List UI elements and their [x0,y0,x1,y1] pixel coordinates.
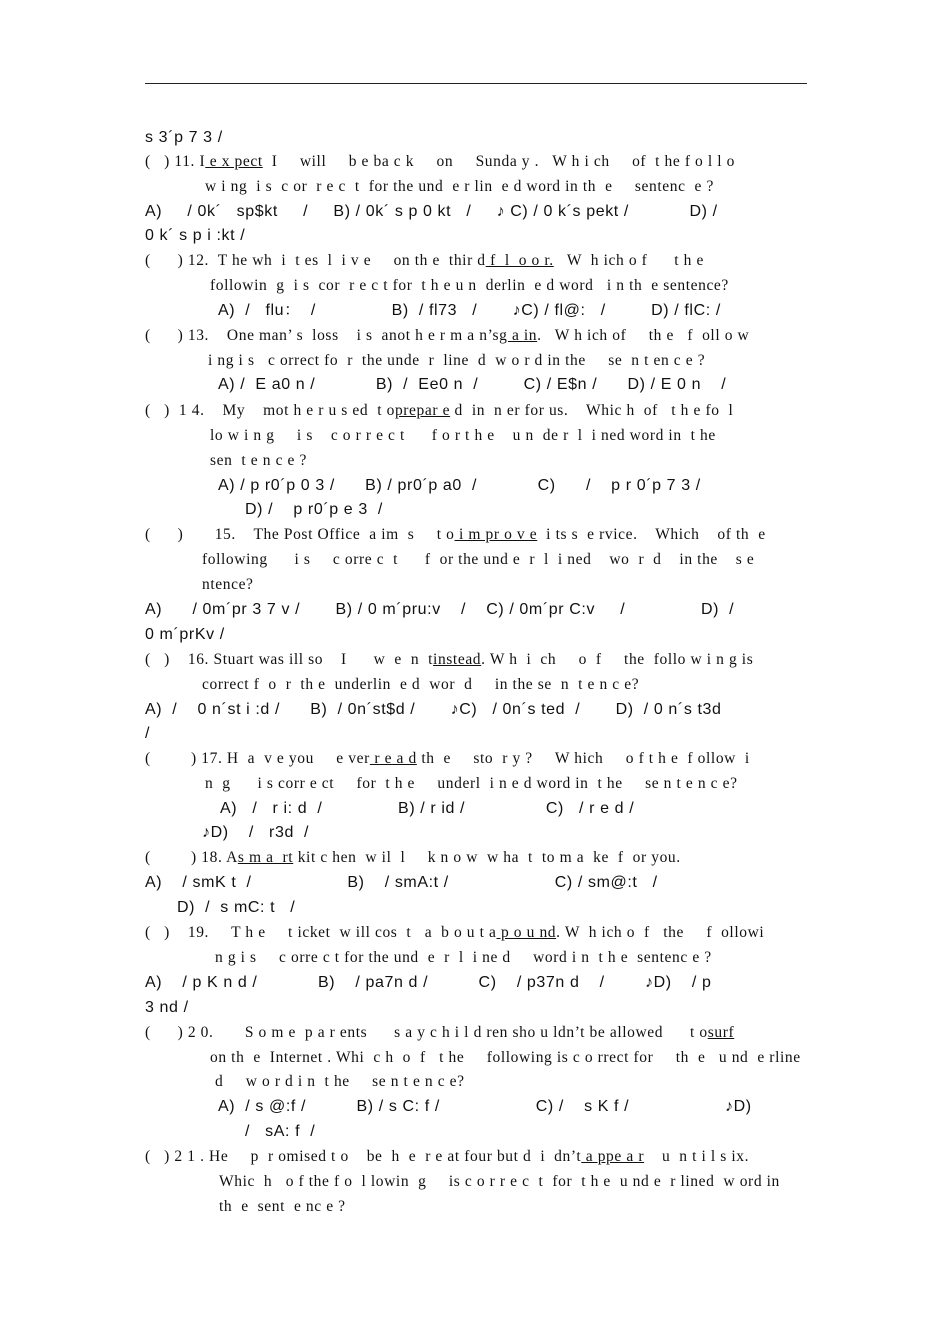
question-12: ( ) 12. T he wh i t es l i v e on th e thir d f l o o r. W h ich o f t h e [145,252,704,269]
underlined-word: s m a rt [237,849,294,866]
header-rule [145,83,807,84]
question-12-line2: followin g i s cor r e c t for t h e u n derlin e d word i n th e sentence? [210,277,729,294]
question-19-line2: n g i s c orre c t for the und e r l i ne d word i n t h e sentenc e ? [215,949,712,966]
question-19-options: A) / p K n d / B) / pa7n d / C) / p37n d / ♪D) / p [145,974,712,991]
question-14-options: A) / p r0´p 0 3 / B) / pr0´p a0 / C) / p r 0´p 7 3 / [218,477,701,494]
question-14-options-cont: D) / p r0´p e 3 / [245,501,383,518]
question-15: ( ) 15. The Post Office a im s t o i m pr o v e i ts s e rvice. Which of th e [145,526,766,543]
question-19-options-cont: 3 nd / [145,999,189,1016]
question-21-line2: Whic h o f the f o l lowin g is c o r r e c t for t h e u nd e r lined w ord in [219,1173,780,1190]
question-11: ( ) 11. I e x pect I will b e ba c k on Sunda y . W h i ch of t he f o l l o [145,153,735,170]
question-15-line2: following i s c orre c t f or the und e r l i ned wo r d in the s e [202,551,755,568]
question-20-options-cont: / sA: f / [245,1123,316,1140]
question-13-line2: i ng i s c orrect fo r the unde r line d w o r d in the se n t en c e ? [208,352,706,369]
question-20: ( ) 2 0. S o m e p a r ents s a y c h i l d ren sho u ldn’t be allowed t osurf [145,1024,735,1041]
underlined-word: i m pr o v e [454,526,538,543]
underlined-word: a ppe a r [581,1148,645,1165]
underlined-word: e x pect [205,153,263,170]
question-17: ( ) 17. H a v e you e ver r e a d th e sto r y ? W hich o f t h e f ollow i [145,750,750,767]
underlined-word: r e a d [369,750,417,767]
question-13: ( ) 13. One man’ s loss i s anot h e r m a n’sg a in. W h ich of th e f oll o w [145,327,750,344]
question-11-line2: w i ng i s c or r e c t for the und e r lin e d word in th e sentenc e ? [205,178,714,195]
question-14-line2: lo w i n g i s c o r r e c t f o r t h e u n de r l i ned word in t he [210,427,716,444]
question-20-line3: d w o r d i n t he se n t e n c e? [215,1073,465,1090]
question-14: ( ) 1 4. My mot h e r u s ed t oprepar e d in n er for us. Whic h of t h e fo l [145,402,734,419]
question-19: ( ) 19. T h e t icket w ill cos t a b o u t a p o u nd. W h ich o f the f ollowi [145,924,765,941]
underlined-word: f l o o r. [485,252,554,269]
question-17-line2: n g i s corr e ct for t h e underl i n e d word in t he se n t e n c e? [205,775,738,792]
question-11-options-cont: 0 k´ s p i :kt / [145,227,246,244]
question-21: ( ) 2 1 . He p r omised t o be h e r e at four but d i dn’t a ppe a r u n t i l s ix. [145,1148,750,1165]
question-13-options: A) / E a0 n / B) / Ee0 n / C) / E$n / D) / E 0 n / [218,376,727,393]
question-17-options: A) / r i: d / B) / r id / C) / r e d / [220,800,635,817]
question-15-options-cont: 0 m´prKv / [145,626,225,643]
question-18: ( ) 18. As m a rt kit c hen w il l k n o w w ha t to m a ke f or you. [145,849,681,866]
underlined-word: surf [707,1024,735,1041]
question-14-line3: sen t e n c e ? [210,452,307,469]
header-tail: s 3´p 7 3 / [145,129,223,146]
question-20-line2: on th e Internet . Whi c h o f t he following is c o rrect for th e u nd e rline [210,1049,801,1066]
question-12-options: A) / flu： / B) / fl73 / ♪C) / fl@: / D) / flC: / [218,302,721,319]
question-21-line3: th e sent e nc e ? [219,1198,346,1215]
question-16-options-cont: / [145,725,151,742]
question-15-options: A) / 0m´pr 3 7 v / B) / 0 m´pru:v / C) / 0m´pr C:v / D) / [145,601,735,618]
question-16-line2: correct f o r th e underlin e d wor d in the se n t e n c e? [202,676,640,693]
question-18-options: A) / smK t / B) / smA:t / C) / sm@:t / [145,874,658,891]
question-16: ( ) 16. Stuart was ill so I w e n tinstead. W h i ch o f the follo w i n g is [145,651,754,668]
question-20-options: A) / s @:f / B) / s C: f / C) / s K f / ♪D) [218,1098,752,1115]
underlined-word: prepar e [394,402,451,419]
question-11-options: A) / 0k´ sp$kt / B) / 0k´ s p 0 kt / ♪ C) / 0 k´s pekt / D) / [145,203,718,220]
question-18-options-cont: D) / s mC: t / [177,899,296,916]
question-17-options-cont: ♪D) / r3d / [202,824,310,841]
underlined-word: g a in [499,327,538,344]
question-16-options: A) / 0 n´st i :d / B) / 0n´st$d / ♪C) / 0n´s ted / D) / 0 n´s t3d [145,701,722,718]
question-15-line3: ntence? [202,576,254,593]
underlined-word: instead [433,651,482,668]
underlined-word: p o u nd [496,924,557,941]
